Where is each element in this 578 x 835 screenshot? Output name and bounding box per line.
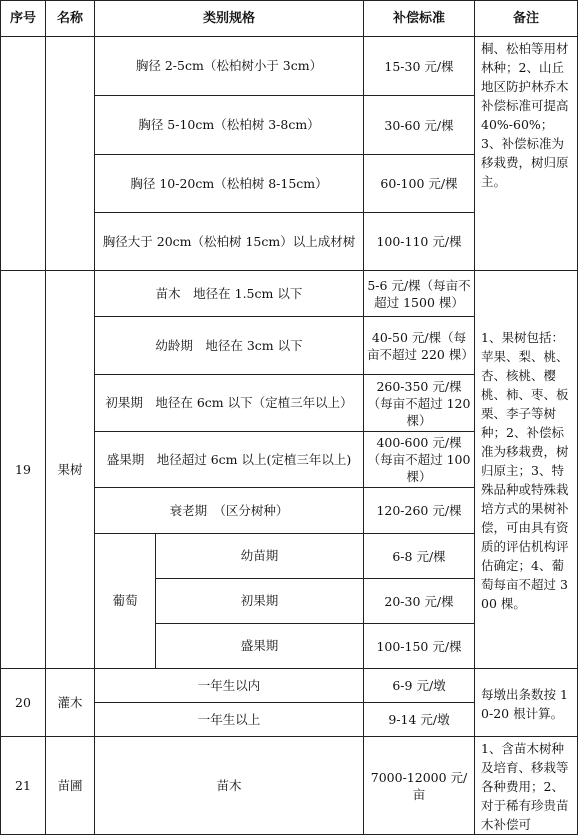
standard-cell: 6-9 元/墩 <box>364 669 475 703</box>
spec-cell: 一年生以上 <box>95 703 364 737</box>
spec-cell: 幼苗期 <box>156 534 364 579</box>
spec-cell: 胸径大于 20cm（松柏树 15cm）以上成材树 <box>95 213 364 271</box>
spec-cell: 苗木 地径在 1.5cm 以下 <box>95 271 364 317</box>
remark-cell: 每墩出条数按 10-20 根计算。 <box>475 669 578 737</box>
grape-label-cell: 葡萄 <box>95 534 156 669</box>
standard-cell: 15-30 元/棵 <box>364 37 475 96</box>
spec-cell: 衰老期 （区分树种） <box>95 488 364 534</box>
seq-cell: 19 <box>1 271 46 669</box>
spec-cell: 初果期 地径在 6cm 以下（定植三年以上） <box>95 375 364 432</box>
header-name: 名称 <box>46 1 95 37</box>
standard-cell: 7000-12000 元/亩 <box>364 737 475 835</box>
standard-cell: 9-14 元/墩 <box>364 703 475 737</box>
spec-cell: 初果期 <box>156 579 364 624</box>
spec-cell: 盛果期 <box>156 624 364 669</box>
name-cell: 灌木 <box>46 669 95 737</box>
table-row <box>1 737 578 835</box>
header-row <box>1 1 578 37</box>
remark-cell: 1、含苗木树种及培育、移栽等各种费用；2、对于稀有珍贵苗木补偿可 <box>475 737 578 835</box>
name-cell-empty <box>46 37 95 271</box>
standard-cell: 6-8 元/棵 <box>364 534 475 579</box>
standard-cell: 20-30 元/棵 <box>364 579 475 624</box>
standard-cell: 400-600 元/棵（每亩不超过 100 棵） <box>364 432 475 488</box>
spec-cell: 一年生以内 <box>95 669 364 703</box>
standard-cell: 120-260 元/棵 <box>364 488 475 534</box>
spec-cell: 胸径 2-5cm（松柏树小于 3cm） <box>95 37 364 96</box>
standard-cell: 60-100 元/棵 <box>364 155 475 213</box>
standard-cell: 100-150 元/棵 <box>364 624 475 669</box>
header-seq: 序号 <box>1 1 46 37</box>
seq-cell: 20 <box>1 669 46 737</box>
standard-cell: 30-60 元/棵 <box>364 96 475 155</box>
table-row <box>1 669 578 703</box>
standard-cell: 100-110 元/棵 <box>364 213 475 271</box>
standard-cell: 260-350 元/棵（每亩不超过 120 棵） <box>364 375 475 432</box>
header-standard: 补偿标准 <box>364 1 475 37</box>
standard-cell: 40-50 元/棵（每亩不超过 220 棵） <box>364 317 475 375</box>
table-row <box>1 37 578 96</box>
spec-cell: 胸径 10-20cm（松柏树 8-15cm） <box>95 155 364 213</box>
header-category: 类别规格 <box>95 1 364 37</box>
spec-cell: 胸径 5-10cm（松柏树 3-8cm） <box>95 96 364 155</box>
seq-cell: 21 <box>1 737 46 835</box>
remark-cell: 桐、松柏等用材林种；2、山丘地区防护林乔木补偿标准可提高40%-60%；3、补偿标准为移栽费，树归原主。 <box>475 37 578 271</box>
spec-cell: 盛果期 地径超过 6cm 以上(定植三年以上) <box>95 432 364 488</box>
spec-cell: 幼龄期 地径在 3cm 以下 <box>95 317 364 375</box>
standard-cell: 5-6 元/棵（每亩不超过 1500 棵） <box>364 271 475 317</box>
spec-cell: 苗木 <box>95 737 364 835</box>
remark-cell: 1、果树包括：苹果、梨、桃、杏、核桃、樱桃、柿、枣、板栗、李子等树种；2、补偿标准为移栽费，树归原主；3、特殊品种或特殊栽培方式的果树补偿，可由具有资质的评估机构评估确定；4、葡萄每亩不超过 300 棵。 <box>475 271 578 669</box>
seq-cell-empty <box>1 37 46 271</box>
name-cell: 果树 <box>46 271 95 669</box>
name-cell: 苗圃 <box>46 737 95 835</box>
header-remark: 备注 <box>475 1 578 37</box>
table-row <box>1 271 578 317</box>
